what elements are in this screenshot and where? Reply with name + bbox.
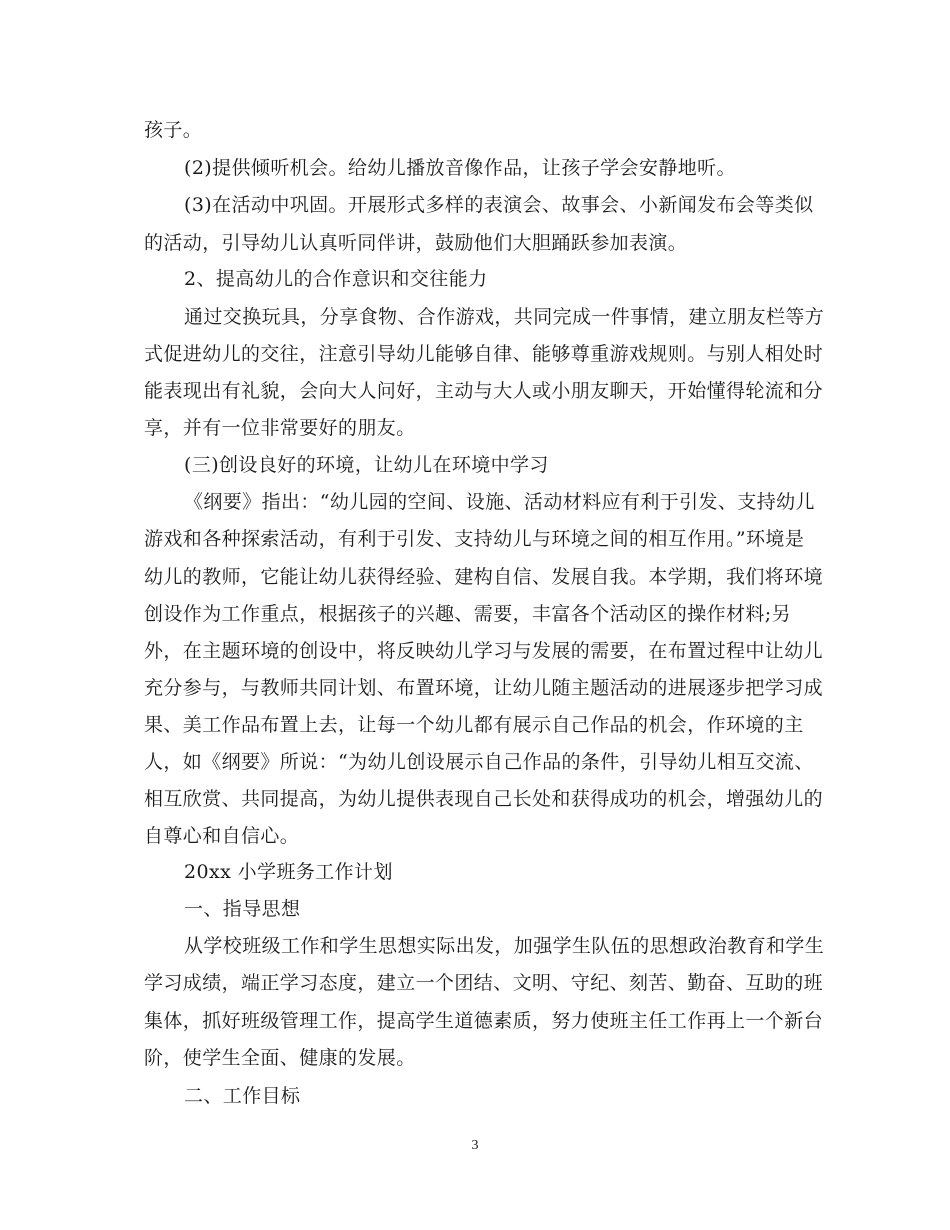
body-line: 人，如《纲要》所说：“为幼儿创设展示自己作品的条件，引导幼儿相互交流、 <box>144 751 814 773</box>
section-heading: 二、工作目标 <box>184 1085 301 1107</box>
body-line: (3)在活动中巩固。开展形式多样的表演会、故事会、小新闻发布会等类似 <box>184 194 814 216</box>
body-line: 式促进幼儿的交往，注意引导幼儿能够自律、能够尊重游戏规则。与别人相处时 <box>144 343 824 365</box>
section-heading: (三)创设良好的环境，让幼儿在环境中学习 <box>184 454 549 476</box>
document-title: 20xx 小学班务工作计划 <box>184 861 393 883</box>
page-number: 3 <box>471 1138 479 1153</box>
section-heading: 2、提高幼儿的合作意识和交往能力 <box>184 268 488 290</box>
body-line: 集体，抓好班级管理工作，提高学生道德素质，努力使班主任工作再上一个新台 <box>144 1010 824 1032</box>
body-line: 创设作为工作重点，根据孩子的兴趣、需要，丰富各个活动区的操作材料;另 <box>144 603 792 625</box>
body-line: 享，并有一位非常要好的朋友。 <box>144 417 416 439</box>
body-line: 学习成绩，端正学习态度，建立一个团结、文明、守纪、刻苦、勤奋、互助的班 <box>144 972 824 994</box>
body-line: 从学校班级工作和学生思想实际出发，加强学生队伍的思想政治教育和学生 <box>184 935 825 957</box>
body-line: (2)提供倾听机会。给幼儿播放音像作品，让孩子学会安静地听。 <box>184 157 736 179</box>
body-line: 幼儿的教师，它能让幼儿获得经验、建构自信、发展自我。本学期，我们将环境 <box>144 566 824 588</box>
section-heading: 一、指导思想 <box>184 898 301 920</box>
body-line: 阶，使学生全面、健康的发展。 <box>144 1047 416 1069</box>
body-line: 《纲要》指出：“幼儿园的空间、设施、活动材料应有利于引发、支持幼儿 <box>184 491 815 513</box>
body-line: 充分参与，与教师共同计划、布置环境，让幼儿随主题活动的进展逐步把学习成 <box>144 677 824 699</box>
body-line: 游戏和各种探索活动，有利于引发、支持幼儿与环境之间的相互作用。”环境是 <box>144 528 805 550</box>
body-line: 相互欣赏、共同提高，为幼儿提供表现自己长处和获得成功的机会，增强幼儿的 <box>144 788 824 810</box>
body-line: 自尊心和自信心。 <box>144 825 300 847</box>
body-line: 外，在主题环境的创设中，将反映幼儿学习与发展的需要，在布置过程中让幼儿 <box>144 640 824 662</box>
body-line: 能表现出有礼貌，会向大人问好，主动与大人或小朋友聊天，开始懂得轮流和分 <box>144 380 824 402</box>
body-line: 的活动，引导幼儿认真听同伴讲，鼓励他们大胆踊跃参加表演。 <box>144 232 688 254</box>
body-line: 果、美工作品布置上去，让每一个幼儿都有展示自己作品的机会，作环境的主 <box>144 714 804 736</box>
body-line: 通过交换玩具，分享食物、合作游戏，共同完成一件事情，建立朋友栏等方 <box>184 306 825 328</box>
body-line: 孩子。 <box>144 119 203 141</box>
